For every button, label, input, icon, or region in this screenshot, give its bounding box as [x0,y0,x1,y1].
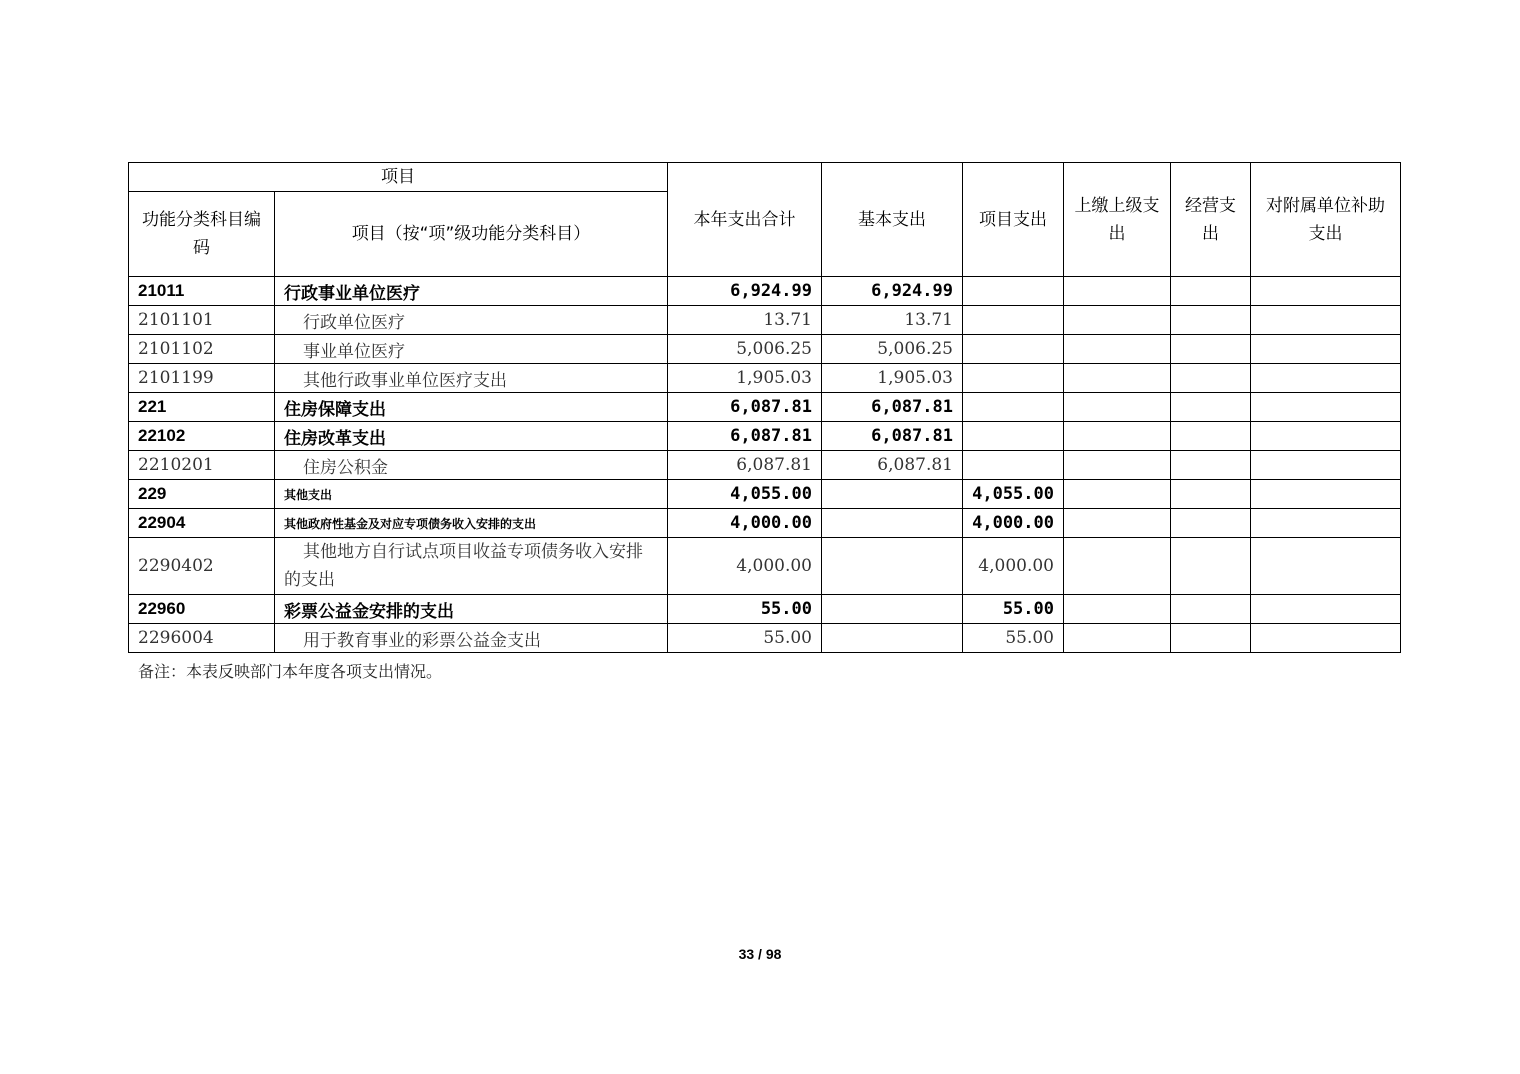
project-cell: 55.00 [963,595,1064,624]
project-cell [963,335,1064,364]
header-subsidy: 对附属单位补助支出 [1251,163,1401,277]
table-row [129,595,1401,624]
code-cell: 2296004 [129,624,275,653]
business-cell [1171,306,1251,335]
business-cell [1171,480,1251,509]
header-upper: 上缴上级支出 [1064,163,1171,277]
subsidy-cell [1251,277,1401,306]
subsidy-cell [1251,624,1401,653]
total-cell: 6,087.81 [668,393,822,422]
subsidy-cell [1251,509,1401,538]
table-row [129,335,1401,364]
upper-cell [1064,451,1171,480]
project-cell: 55.00 [963,624,1064,653]
upper-cell [1064,335,1171,364]
table-row [129,480,1401,509]
total-cell: 55.00 [668,624,822,653]
upper-cell [1064,422,1171,451]
upper-cell [1064,480,1171,509]
code-cell: 221 [129,393,275,422]
project-cell: 4,000.00 [963,538,1064,595]
subsidy-cell [1251,364,1401,393]
name-cell: 其他政府性基金及对应专项债务收入安排的支出 [275,509,668,538]
code-cell: 22102 [129,422,275,451]
upper-cell [1064,624,1171,653]
project-cell [963,451,1064,480]
name-cell: 住房公积金 [275,451,668,480]
business-cell [1171,624,1251,653]
business-cell [1171,277,1251,306]
subsidy-cell [1251,538,1401,595]
subsidy-cell [1251,422,1401,451]
code-cell: 2290402 [129,538,275,595]
page-number: 33 / 98 [738,946,782,962]
project-cell [963,277,1064,306]
upper-cell [1064,306,1171,335]
subsidy-cell [1251,451,1401,480]
header-total: 本年支出合计 [668,163,822,277]
basic-cell [822,595,963,624]
header-business: 经营支出 [1171,163,1251,277]
header-basic: 基本支出 [822,163,963,277]
code-cell: 2101199 [129,364,275,393]
table-row [129,277,1401,306]
business-cell [1171,595,1251,624]
subsidy-cell [1251,480,1401,509]
total-cell: 4,000.00 [668,538,822,595]
upper-cell [1064,538,1171,595]
business-cell [1171,364,1251,393]
table-row [129,306,1401,335]
name-cell: 行政事业单位医疗 [275,277,668,306]
upper-cell [1064,277,1171,306]
subsidy-cell [1251,335,1401,364]
total-cell: 5,006.25 [668,335,822,364]
basic-cell: 6,087.81 [822,451,963,480]
basic-cell [822,624,963,653]
code-cell: 21011 [129,277,275,306]
header-code: 功能分类科目编码 [129,192,275,277]
name-cell: 用于教育事业的彩票公益金支出 [275,624,668,653]
project-cell: 4,000.00 [963,509,1064,538]
name-cell: 行政单位医疗 [275,306,668,335]
code-cell: 22904 [129,509,275,538]
project-cell [963,306,1064,335]
name-cell: 住房保障支出 [275,393,668,422]
project-cell: 4,055.00 [963,480,1064,509]
project-cell [963,422,1064,451]
code-cell: 2101101 [129,306,275,335]
total-cell: 13.71 [668,306,822,335]
upper-cell [1064,364,1171,393]
upper-cell [1064,509,1171,538]
basic-cell [822,480,963,509]
subsidy-cell [1251,306,1401,335]
table-row [129,538,1401,595]
basic-cell [822,538,963,595]
basic-cell: 6,087.81 [822,422,963,451]
name-cell: 其他支出 [275,480,668,509]
basic-cell: 5,006.25 [822,335,963,364]
project-cell [963,364,1064,393]
total-cell: 4,055.00 [668,480,822,509]
project-cell [963,393,1064,422]
business-cell [1171,451,1251,480]
subsidy-cell [1251,393,1401,422]
total-cell: 55.00 [668,595,822,624]
business-cell [1171,422,1251,451]
name-cell: 彩票公益金安排的支出 [275,595,668,624]
header-project: 项目支出 [963,163,1064,277]
total-cell: 6,087.81 [668,451,822,480]
table-row [129,624,1401,653]
header-name: 项目（按“项”级功能分类科目） [275,192,668,277]
expenditure-table [128,162,1401,653]
business-cell [1171,393,1251,422]
name-cell: 其他行政事业单位医疗支出 [275,364,668,393]
business-cell [1171,509,1251,538]
code-cell: 229 [129,480,275,509]
basic-cell: 6,924.99 [822,277,963,306]
total-cell: 4,000.00 [668,509,822,538]
business-cell [1171,335,1251,364]
total-cell: 1,905.03 [668,364,822,393]
subsidy-cell [1251,595,1401,624]
table-row [129,422,1401,451]
basic-cell: 6,087.81 [822,393,963,422]
table-note: 备注：本表反映部门本年度各项支出情况。 [138,662,443,681]
table-row [129,451,1401,480]
code-cell: 2210201 [129,451,275,480]
table-row [129,364,1401,393]
name-cell: 事业单位医疗 [275,335,668,364]
basic-cell [822,509,963,538]
table-row [129,509,1401,538]
name-cell: 其他地方自行试点项目收益专项债务收入安排的支出 [275,538,668,595]
header-item-group: 项目 [129,163,668,192]
basic-cell: 13.71 [822,306,963,335]
business-cell [1171,538,1251,595]
total-cell: 6,924.99 [668,277,822,306]
basic-cell: 1,905.03 [822,364,963,393]
name-cell: 住房改革支出 [275,422,668,451]
upper-cell [1064,595,1171,624]
total-cell: 6,087.81 [668,422,822,451]
upper-cell [1064,393,1171,422]
code-cell: 22960 [129,595,275,624]
code-cell: 2101102 [129,335,275,364]
table-row [129,393,1401,422]
